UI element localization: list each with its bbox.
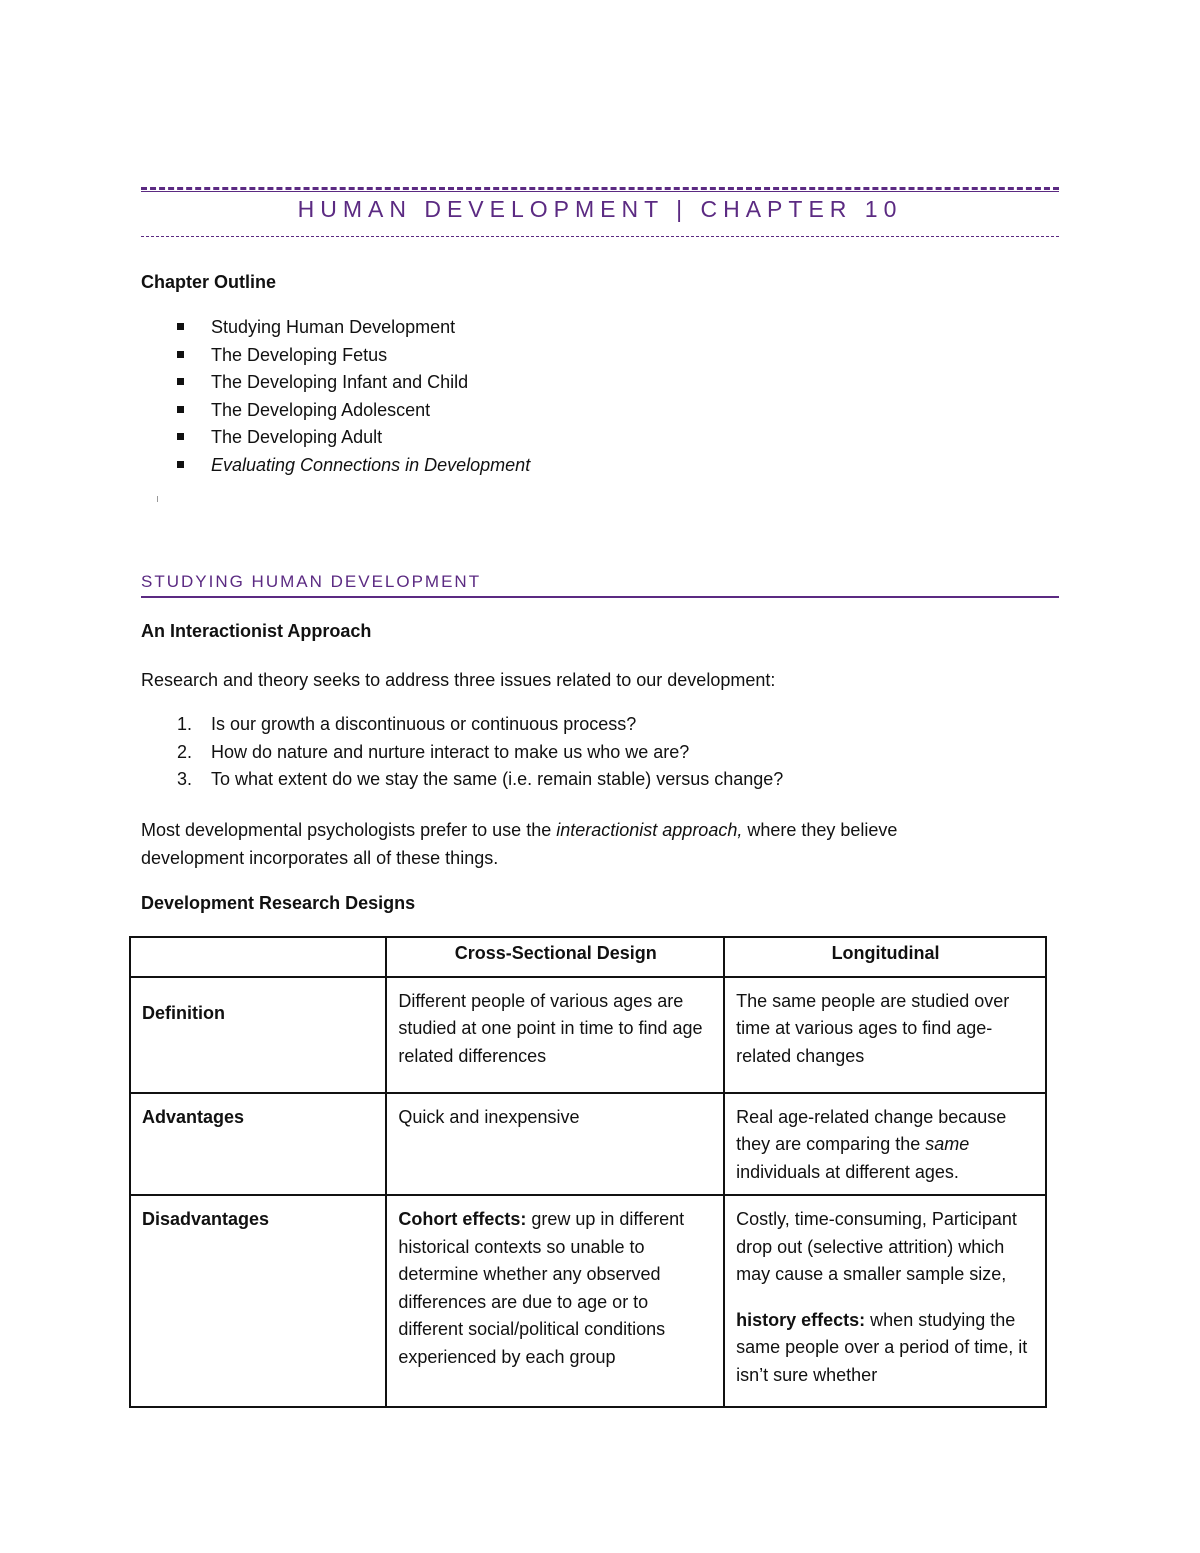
- square-bullet-icon: [177, 461, 184, 468]
- table-header-cell: Cross-Sectional Design: [386, 937, 724, 977]
- table-cell: Costly, time-consuming, Participant drop out (selective attrition) which may cause a smaller sample size, history effects: when studying the same people over a period of time, it isn’t sure whether: [724, 1195, 1046, 1407]
- table-cell: The same people are studied over time at various ages to find age-related changes: [724, 977, 1046, 1093]
- outline-item: The Developing Infant and Child: [141, 372, 530, 400]
- intro-paragraph: Research and theory seeks to address three issues related to our development:: [141, 670, 776, 690]
- table-cell: Cohort effects: grew up in different historical contexts so unable to determine whether any observed differences are due to age or to different social/political conditions experienced by each group: [386, 1195, 724, 1407]
- header-top-rule: [141, 187, 1059, 190]
- research-designs-table: [129, 936, 1047, 1408]
- question-item: 2. How do nature and nurture interact to make us who we are?: [177, 741, 690, 762]
- stray-mark: [157, 496, 158, 502]
- section-rule: [141, 596, 1059, 598]
- table-cell: Real age-related change because they are comparing the same individuals at different ages.: [724, 1093, 1046, 1196]
- header-bottom-rule: [141, 236, 1059, 237]
- table-header-row: [130, 937, 1046, 977]
- question-item: 3. To what extent do we stay the same (i.e. remain stable) versus change?: [177, 769, 784, 789]
- document-title: HUMAN DEVELOPMENT | CHAPTER 10: [297, 196, 903, 222]
- outline-item: Studying Human Development: [141, 317, 530, 345]
- square-bullet-icon: [177, 406, 184, 413]
- subheading: An Interactionist Approach: [141, 621, 372, 641]
- table-row: [130, 977, 1046, 1093]
- square-bullet-icon: [177, 351, 184, 358]
- square-bullet-icon: [177, 378, 184, 385]
- question-item: 1. Is our growth a discontinuous or continuous process?: [177, 714, 637, 734]
- square-bullet-icon: [177, 323, 184, 330]
- table-cell: Different people of various ages are studied at one point in time to find age related differences: [386, 977, 724, 1093]
- header-top-rule-thin: [141, 191, 1059, 192]
- row-label: Advantages: [130, 1093, 386, 1196]
- outline-item: The Developing Adult: [141, 427, 530, 455]
- table-row: [130, 1195, 1046, 1407]
- table-cell: Quick and inexpensive: [386, 1093, 724, 1196]
- row-label: Disadvantages: [130, 1195, 386, 1407]
- outline-list: [141, 317, 530, 482]
- section-heading: STUDYING HUMAN DEVELOPMENT: [141, 572, 482, 591]
- interactionist-paragraph: Most developmental psychologists prefer to use the interactionist approach, where they believe development incorporates all of these things.: [141, 820, 898, 868]
- table-row: [130, 1093, 1046, 1196]
- paragraph-gap: [736, 1289, 1035, 1307]
- square-bullet-icon: [177, 433, 184, 440]
- table-header-cell: Longitudinal: [724, 937, 1046, 977]
- outline-item: Evaluating Connections in Development: [141, 455, 530, 483]
- outline-item: The Developing Fetus: [141, 345, 530, 373]
- outline-heading: Chapter Outline: [141, 272, 277, 292]
- questions-list: [141, 714, 783, 797]
- table-header-cell: [130, 937, 386, 977]
- row-label: Definition: [130, 977, 386, 1093]
- designs-heading: Development Research Designs: [141, 893, 416, 913]
- outline-item: The Developing Adolescent: [141, 400, 530, 428]
